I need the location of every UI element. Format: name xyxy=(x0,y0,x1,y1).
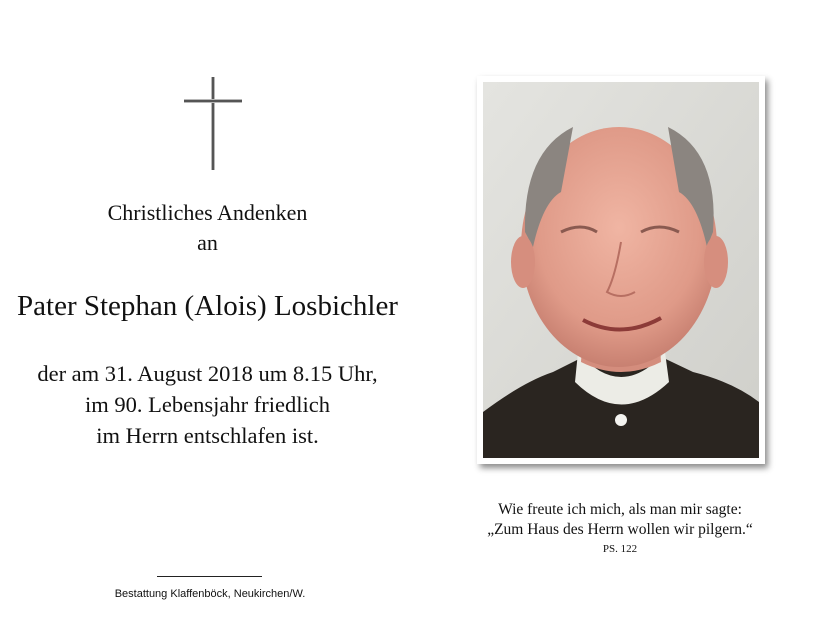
death-notice-line: im 90. Lebensjahr friedlich xyxy=(85,392,330,417)
quote-reference: PS. 122 xyxy=(602,543,638,555)
undertaker-credit: Bestattung Klaffenböck, Neukirchen/W. xyxy=(114,588,306,600)
preposition-text: an xyxy=(197,230,218,255)
death-notice-line: der am 31. August 2018 um 8.15 Uhr, xyxy=(37,361,378,386)
death-notice xyxy=(0,358,415,451)
quote-line: „Zum Haus des Herrn wollen wir pilgern.“ xyxy=(487,521,753,538)
scripture-quote xyxy=(450,500,790,540)
deceased-name: Pater Stephan (Alois) Losbichler xyxy=(17,290,398,322)
quote-line: Wie freute ich mich, als man mir sagte: xyxy=(498,501,742,518)
divider xyxy=(157,576,262,577)
cross-icon xyxy=(182,75,244,171)
remembrance-heading: Christliches Andenken xyxy=(107,200,308,225)
death-notice-line: im Herrn entschlafen ist. xyxy=(96,423,319,448)
portrait-photo xyxy=(477,76,765,464)
